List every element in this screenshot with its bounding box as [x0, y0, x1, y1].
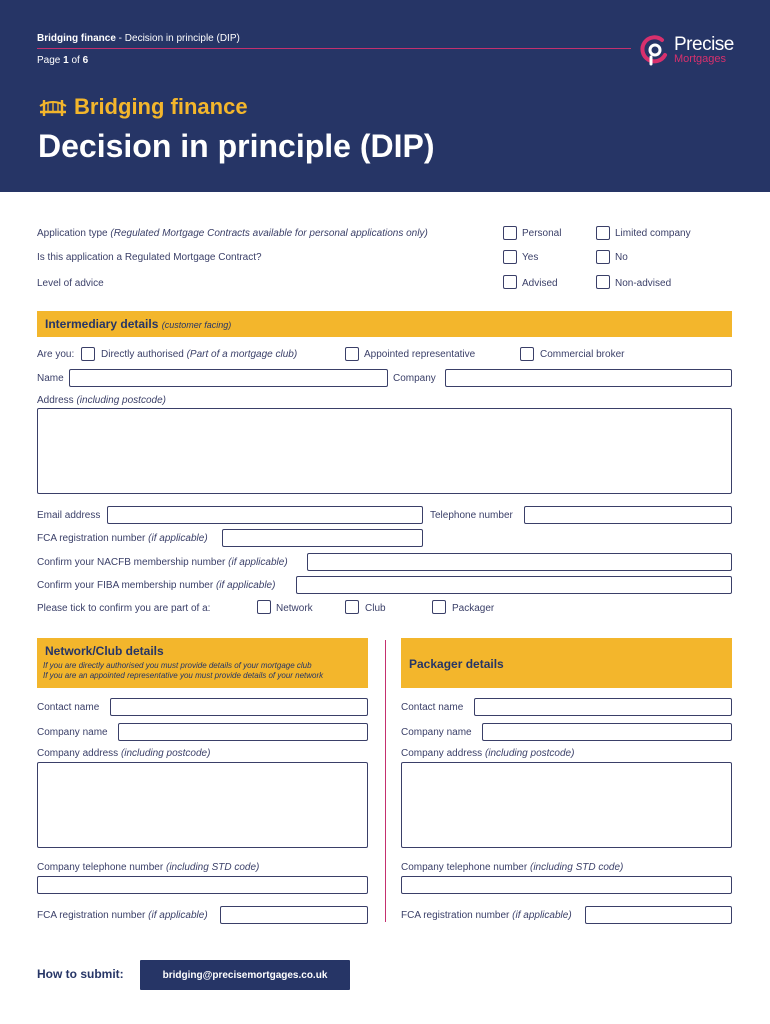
section-subtitle [38, 94, 248, 120]
logo-mark-icon [638, 33, 672, 67]
packager-label: Packager [452, 603, 495, 614]
checkbox-commercial-broker[interactable] [520, 347, 534, 361]
intermediary-heading-band [37, 311, 732, 337]
checkbox-advised[interactable] [503, 275, 517, 289]
intermediary-heading: Intermediary details (customer facing) [45, 317, 232, 331]
packager-address-field[interactable] [401, 762, 732, 848]
commercial-broker-label: Commercial broker [540, 349, 625, 360]
option-yes-label: Yes [522, 252, 539, 263]
network-fca-label: FCA registration number (if applicable) [37, 910, 208, 921]
page-title: Decision in principle (DIP) [38, 128, 435, 164]
packager-company-label: Company name [401, 727, 472, 738]
packager-fca-label: FCA registration number (if applicable) [401, 910, 572, 921]
network-note-2: If you are an appointed representative you must provide details of your network [43, 671, 324, 680]
packager-heading: Packager details [409, 657, 504, 671]
club-label: Club [365, 603, 386, 614]
telephone-label: Telephone number [430, 510, 513, 521]
packager-heading-band [401, 638, 732, 688]
part-of-label: Please tick to confirm you are part of a: [37, 603, 211, 614]
option-personal-label: Personal [522, 228, 562, 239]
option-advised-label: Advised [522, 278, 558, 289]
subtitle-text: Bridging finance [74, 94, 248, 119]
submit-email-link[interactable]: bridging@precisemortgages.co.uk [140, 960, 350, 990]
option-limited-company-label: Limited company [615, 228, 691, 239]
network-note-1: If you are directly authorised you must provide details of your mortgage club [43, 661, 312, 670]
fca-field[interactable] [222, 529, 423, 547]
logo-wordmark: Precise [674, 34, 734, 55]
network-address-field[interactable] [37, 762, 368, 848]
advice-level-label: Level of advice [37, 278, 104, 289]
checkbox-non-advised[interactable] [596, 275, 610, 289]
network-phone-label: Company telephone number (including STD code) [37, 862, 260, 873]
fiba-field[interactable] [296, 576, 732, 594]
header-rule [37, 48, 631, 49]
brand-logo [638, 32, 738, 68]
packager-company-field[interactable] [482, 723, 732, 741]
application-type-label: Application type (Regulated Mortgage Contracts available for personal applications only) [37, 228, 428, 239]
packager-contact-field[interactable] [474, 698, 732, 716]
checkbox-limited-company[interactable] [596, 226, 610, 240]
logo-submark: Mortgages [674, 53, 726, 65]
checkbox-appointed-representative[interactable] [345, 347, 359, 361]
network-fca-field[interactable] [220, 906, 368, 924]
column-divider [385, 640, 386, 922]
company-field[interactable] [445, 369, 732, 387]
network-heading-band [37, 638, 368, 688]
network-label: Network [276, 603, 313, 614]
network-contact-field[interactable] [110, 698, 368, 716]
checkbox-personal[interactable] [503, 226, 517, 240]
network-company-field[interactable] [118, 723, 368, 741]
fca-label: FCA registration number (if applicable) [37, 533, 208, 544]
breadcrumb: Bridging finance - Decision in principle (DIP) [37, 33, 240, 44]
network-phone-field[interactable] [37, 876, 368, 894]
option-no-label: No [615, 252, 628, 263]
how-to-submit-label: How to submit: [37, 967, 124, 981]
email-label: Email address [37, 510, 101, 521]
checkbox-club[interactable] [345, 600, 359, 614]
checkbox-rmc-yes[interactable] [503, 250, 517, 264]
name-label: Name [37, 373, 64, 384]
checkbox-packager[interactable] [432, 600, 446, 614]
fiba-label: Confirm your FIBA membership number (if applicable) [37, 580, 276, 591]
packager-phone-label: Company telephone number (including STD code) [401, 862, 624, 873]
packager-phone-field[interactable] [401, 876, 732, 894]
telephone-field[interactable] [524, 506, 732, 524]
packager-address-label: Company address (including postcode) [401, 748, 575, 759]
directly-authorised-label: Directly authorised (Part of a mortgage club) [101, 349, 298, 360]
checkbox-directly-authorised[interactable] [81, 347, 95, 361]
rmc-question-label: Is this application a Regulated Mortgage Contract? [37, 252, 262, 263]
packager-contact-label: Contact name [401, 702, 464, 713]
address-field[interactable] [37, 408, 732, 494]
checkbox-rmc-no[interactable] [596, 250, 610, 264]
nacfb-label: Confirm your NACFB membership number (if applicable) [37, 557, 288, 568]
option-non-advised-label: Non-advised [615, 278, 672, 289]
appointed-representative-label: Appointed representative [364, 349, 476, 360]
bridge-icon [38, 96, 68, 118]
email-field[interactable] [107, 506, 423, 524]
name-field[interactable] [69, 369, 388, 387]
network-heading: Network/Club details [45, 644, 164, 658]
checkbox-network[interactable] [257, 600, 271, 614]
page-header [0, 0, 770, 192]
are-you-label: Are you: [37, 349, 75, 360]
company-label: Company [393, 373, 436, 384]
network-address-label: Company address (including postcode) [37, 748, 211, 759]
network-contact-label: Contact name [37, 702, 100, 713]
page-indicator: Page 1 of 6 [37, 55, 89, 66]
address-label: Address (including postcode) [37, 395, 166, 406]
nacfb-field[interactable] [307, 553, 732, 571]
packager-fca-field[interactable] [585, 906, 732, 924]
network-company-label: Company name [37, 727, 108, 738]
